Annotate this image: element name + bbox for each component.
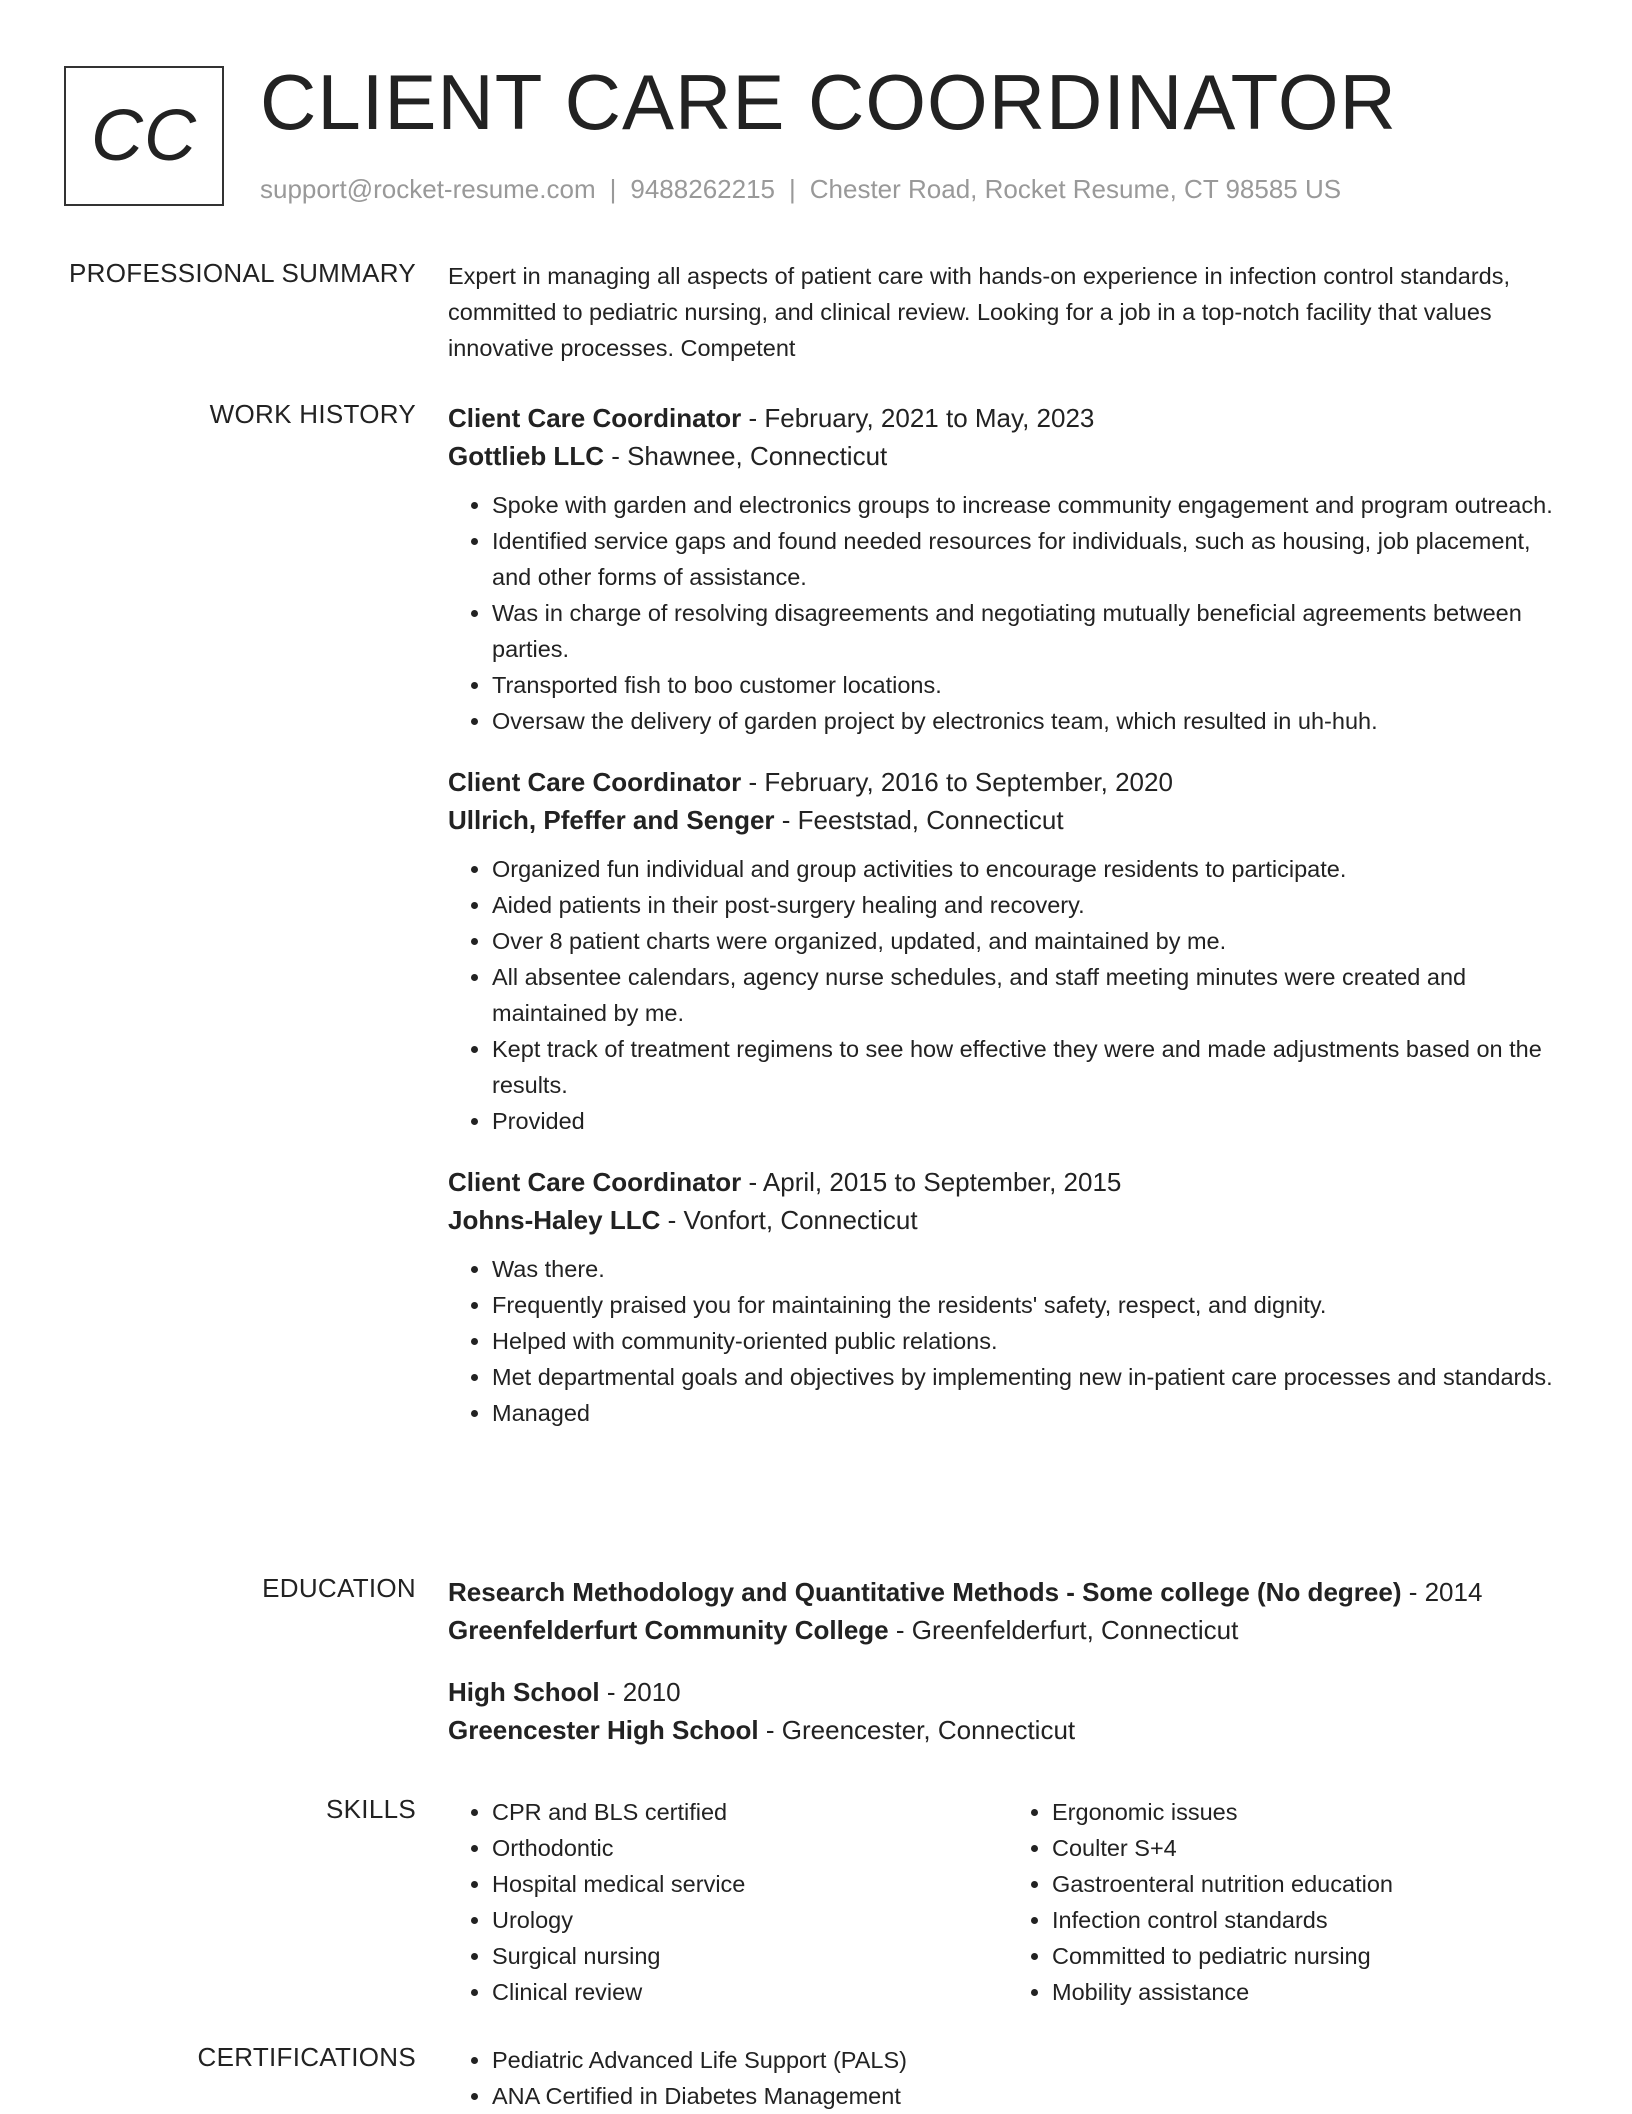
list-item: • Oversaw the delivery of garden project by electronics team, which resulted in uh-huh.: [492, 703, 1568, 739]
school-name: Greencester High School: [448, 1715, 759, 1745]
list-item: • Was in charge of resolving disagreements and negotiating mutually beneficial agreements between parties.: [492, 595, 1568, 667]
resume-title: CLIENT CARE COORDINATOR: [260, 58, 1397, 146]
list-item: • Spoke with garden and electronics groups to increase community engagement and program outreach.: [492, 487, 1568, 523]
skill-item: • Coulter S+4: [1052, 1830, 1568, 1866]
education-list: [448, 1573, 1568, 1773]
separator: |: [789, 174, 796, 204]
skills-list-right: [1008, 1794, 1568, 2010]
job-title: Client Care Coordinator: [448, 767, 742, 797]
list-item: • Transported fish to boo customer locations.: [492, 667, 1568, 703]
email[interactable]: support@rocket-resume.com: [260, 174, 596, 204]
education-year: - 2010: [599, 1677, 681, 1707]
list-item: • Identified service gaps and found needed resources for individuals, such as housing, job placement, and other forms of assistance.: [492, 523, 1568, 595]
section-label: EDUCATION: [262, 1573, 416, 1603]
job-entry: [448, 763, 1568, 1139]
section-label: SKILLS: [326, 1794, 416, 1824]
skill-item: • Clinical review: [492, 1974, 1008, 2010]
skill-item: • Surgical nursing: [492, 1938, 1008, 1974]
skill-item: • Committed to pediatric nursing: [1052, 1938, 1568, 1974]
company-name: Ullrich, Pfeffer and Senger: [448, 805, 775, 835]
list-item: • Met departmental goals and objectives by implementing new in-patient care processes and standards.: [492, 1359, 1568, 1395]
section-label: WORK HISTORY: [209, 399, 416, 429]
skill-item: • Ergonomic issues: [1052, 1794, 1568, 1830]
address: Chester Road, Rocket Resume, CT 98585 US: [809, 174, 1342, 204]
separator: |: [609, 174, 617, 204]
skill-item: • Infection control standards: [1052, 1902, 1568, 1938]
section-label: PROFESSIONAL SUMMARY: [69, 258, 416, 288]
skill-item: • Mobility assistance: [1052, 1974, 1568, 2010]
skill-item: • Gastroenteral nutrition education: [1052, 1866, 1568, 1902]
job-location: - Vonfort, Connecticut: [660, 1205, 918, 1235]
section-label: CERTIFICATIONS: [197, 2042, 416, 2072]
job-bullets: [448, 851, 1568, 1139]
school-name: Greenfelderfurt Community College: [448, 1615, 889, 1645]
job-bullets: [448, 1251, 1568, 1431]
job-bullets: [448, 487, 1568, 739]
skill-item: • Urology: [492, 1902, 1008, 1938]
skills-list-left: [448, 1794, 1008, 2010]
phone[interactable]: 9488262215: [630, 174, 775, 204]
list-item: • Provided: [492, 1103, 1568, 1139]
list-item: • Managed: [492, 1395, 1568, 1431]
list-item: • Kept track of treatment regimens to see how effective they were and made adjustments based on the results.: [492, 1031, 1568, 1103]
list-item: • Frequently praised you for maintaining the residents' safety, respect, and dignity.: [492, 1287, 1568, 1323]
education-year: - 2014: [1401, 1577, 1483, 1607]
degree: Research Methodology and Quantitative Methods - Some college (No degree): [448, 1577, 1402, 1607]
job-title: Client Care Coordinator: [448, 403, 742, 433]
school-location: - Greenfelderfurt, Connecticut: [888, 1615, 1239, 1645]
skill-item: • Hospital medical service: [492, 1866, 1008, 1902]
job-location: - Shawnee, Connecticut: [603, 441, 888, 471]
education-entry: [448, 1673, 1568, 1749]
education-entry: [448, 1573, 1568, 1649]
list-item: • Aided patients in their post-surgery healing and recovery.: [492, 887, 1568, 923]
job-dates: - February, 2016 to September, 2020: [741, 767, 1173, 797]
certifications-list: [448, 2042, 1568, 2114]
company-name: Gottlieb LLC: [448, 441, 604, 471]
school-location: - Greencester, Connecticut: [758, 1715, 1076, 1745]
job-dates: - February, 2021 to May, 2023: [741, 403, 1095, 433]
job-title: Client Care Coordinator: [448, 1167, 742, 1197]
job-dates: - April, 2015 to September, 2015: [741, 1167, 1122, 1197]
work-list: [448, 399, 1568, 1455]
job-entry: [448, 399, 1568, 739]
summary-text: Expert in managing all aspects of patient care with hands-on experience in infection control standards, committed to pediatric nursing, and clinical review. Looking for a job in a top-notch facility that values innovative processes. Competent: [448, 263, 1511, 361]
certification-item: • Pediatric Advanced Life Support (PALS): [492, 2042, 1568, 2078]
job-entry: [448, 1163, 1568, 1431]
degree: High School: [448, 1677, 600, 1707]
initials-monogram: CC: [64, 66, 224, 206]
contact-line: [260, 174, 1341, 205]
list-item: • Was there.: [492, 1251, 1568, 1287]
list-item: • Helped with community-oriented public relations.: [492, 1323, 1568, 1359]
list-item: • All absentee calendars, agency nurse schedules, and staff meeting minutes were created and maintained by me.: [492, 959, 1568, 1031]
skill-item: • Orthodontic: [492, 1830, 1008, 1866]
company-name: Johns-Haley LLC: [448, 1205, 661, 1235]
skill-item: • CPR and BLS certified: [492, 1794, 1008, 1830]
list-item: • Over 8 patient charts were organized, updated, and maintained by me.: [492, 923, 1568, 959]
certification-item: • ANA Certified in Diabetes Management: [492, 2078, 1568, 2114]
list-item: • Organized fun individual and group activities to encourage residents to participate.: [492, 851, 1568, 887]
skills-columns: [448, 1794, 1568, 2010]
job-location: - Feeststad, Connecticut: [774, 805, 1064, 835]
